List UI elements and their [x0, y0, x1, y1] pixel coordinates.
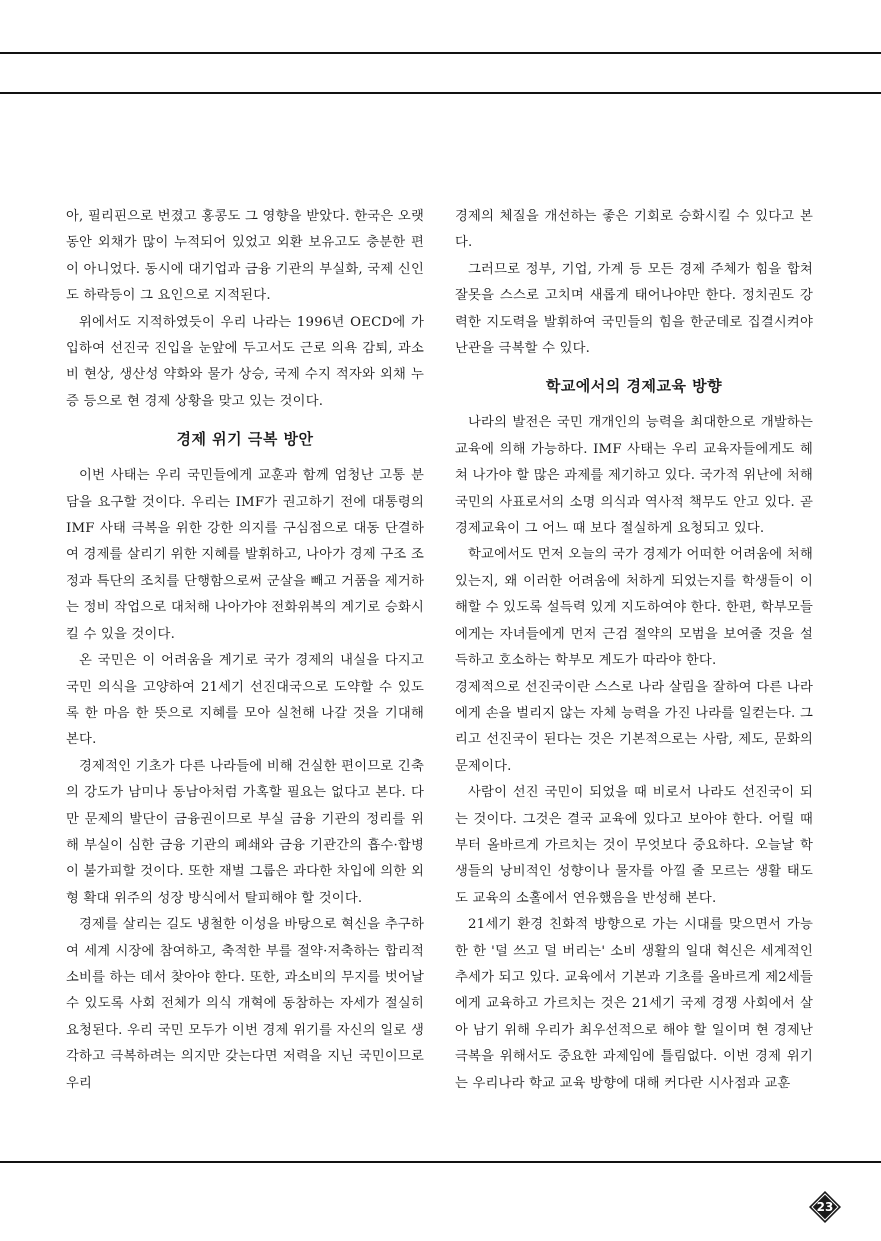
paragraph: 21세기 환경 친화적 방향으로 가는 시대를 맞으면서 가능한 한 '덜 쓰고 덜 버리는' 소비 생활의 일대 혁신은 세계적인 추세가 되고 있다. 교육에서 기본과 기초를 올바르게 제2세들에게 교육하고 가르치는 것은 21세기 국제 경쟁 사회에서 살아 남기 위해 우리가 최우선적으로 해야 할 일이며 현 경제난 극복을 위해서도 중요한 과제임에 틀림없다. 이번 경제 위기는 우리나라 학교 교육 방향에 대해 커다란 시사점과 교훈 — [455, 917, 813, 1091]
header-rule-bottom — [0, 92, 881, 94]
page-number-badge — [808, 1190, 842, 1224]
footer-rule — [0, 1161, 881, 1163]
paragraph: 경제를 살리는 길도 냉철한 이성을 바탕으로 혁신을 추구하여 세계 시장에 참여하고, 축적한 부를 절약·저축하는 합리적 소비를 하는 데서 찾아야 한다. 또한, 과소비의 무지를 벗어날 수 있도록 사회 전체가 의식 개혁에 동참하는 자세가 절실히 요청된다. 우리 국민 모두가 이번 경제 위기를 자신의 일로 생각하고 극복하려는 의지만 갖는다면 저력을 지닌 국민이므로 우리 — [66, 917, 424, 1091]
header-rule-top — [0, 52, 881, 54]
paragraph: 사람이 선진 국민이 되었을 때 비로서 나라도 선진국이 되는 것이다. 그것은 결국 교육에 있다고 보아야 한다. 어릴 때부터 올바르게 가르치는 것이 무엇보다 중요하다. 오늘날 학생들의 낭비적인 성향이나 물자를 아낄 줄 모르는 생활 태도도 교육의 소홀에서 연유했음을 반성해 본다. — [455, 785, 813, 906]
page-number: 23 — [816, 1200, 834, 1214]
right-column — [455, 204, 813, 1097]
paragraph: 온 국민은 이 어려움을 계기로 국가 경제의 내실을 다지고 국민 의식을 고양하여 21세기 선진대국으로 도약할 수 있도록 한 마음 한 뜻으로 지혜를 모아 실천해 나갈 것을 기대해 본다. — [66, 653, 424, 748]
section-heading: 학교에서의 경제교육 방향 — [545, 377, 723, 396]
paragraph: 아, 필리핀으로 번졌고 홍콩도 그 영향을 받았다. 한국은 오랫동안 외채가 많이 누적되어 있었고 외환 보유고도 충분한 편이 아니었다. 동시에 대기업과 금융 기관의 부실화, 국제 신인도 하락등이 그 요인으로 지적된다. — [66, 209, 424, 304]
paragraph: 경제적인 기초가 다른 나라들에 비해 건실한 편이므로 긴축의 강도가 남미나 동남아처럼 가혹할 필요는 없다고 본다. 다만 문제의 발단이 금융권이므로 부실 금융 기관의 정리를 위해 부실이 심한 금융 기관의 폐쇄와 금융 기관간의 흡수·합병이 불가피할 것이다. 또한 재벌 그룹은 과다한 차입에 의한 외형 확대 위주의 성장 방식에서 탈피해야 할 것이다. — [66, 758, 424, 906]
paragraph: 경제의 체질을 개선하는 좋은 기회로 승화시킬 수 있다고 본다. — [455, 209, 813, 251]
section-heading: 경제 위기 극복 방안 — [176, 430, 314, 449]
paragraph: 이번 사태는 우리 국민들에게 교훈과 함께 엄청난 고통 분담을 요구할 것이다. 우리는 IMF가 권고하기 전에 대통령의 IMF 사태 극복을 위한 강한 의지를 구심점으로 대동 단결하여 경제를 살리기 위한 지혜를 발휘하고, 나아가 경제 구조 조정과 특단의 조치를 단행함으로써 군살을 빼고 거품을 제거하는 정비 작업으로 대처해 나아가야 전화위복의 계기로 승화시킬 수 있을 것이다. — [66, 468, 424, 642]
paragraph: 나라의 발전은 국민 개개인의 능력을 최대한으로 개발하는 교육에 의해 가능하다. IMF 사태는 우리 교육자들에게도 헤쳐 나가야 할 많은 과제를 제기하고 있다. 국가적 위난에 처해 국민의 사표로서의 소명 의식과 역사적 책무도 안고 있다. 곧 경제교육이 그 어느 때 보다 절실하게 요청되고 있다. — [455, 415, 813, 537]
paragraph: 그러므로 정부, 기업, 가계 등 모든 경제 주체가 힘을 합쳐 잘못을 스스로 고치며 새롭게 태어나야만 한다. 정치권도 강력한 지도력을 발휘하여 국민들의 힘을 한군데로 집결시켜야 난관을 극복할 수 있다. — [455, 261, 813, 357]
paragraph: 위에서도 지적하였듯이 우리 나라는 1996년 OECD에 가입하여 선진국 진입을 눈앞에 두고서도 근로 의욕 감퇴, 과소비 현상, 생산성 약화와 물가 상승, 국제 수지 적자와 외채 누증 등으로 현 경제 상황을 맞고 있는 것이다. — [66, 314, 424, 409]
left-column — [66, 204, 424, 1097]
paragraph: 학교에서도 먼저 오늘의 국가 경제가 어떠한 어려움에 처해 있는지, 왜 이러한 어려움에 처하게 되었는지를 학생들이 이해할 수 있도록 설득력 있게 지도하여야 한다. 한편, 학부모들에게는 자녀들에게 먼저 근검 절약의 모범을 보여줄 것을 설득하고 호소하는 학부모 계도가 따라야 한다. — [455, 547, 813, 669]
paragraph: 경제적으로 선진국이란 스스로 나라 살림을 잘하여 다른 나라에게 손을 벌리지 않는 자체 능력을 가진 나라를 일컫는다. 그리고 선진국이 된다는 것은 기본적으로는 사람, 제도, 문화의 문제이다. — [455, 679, 813, 774]
